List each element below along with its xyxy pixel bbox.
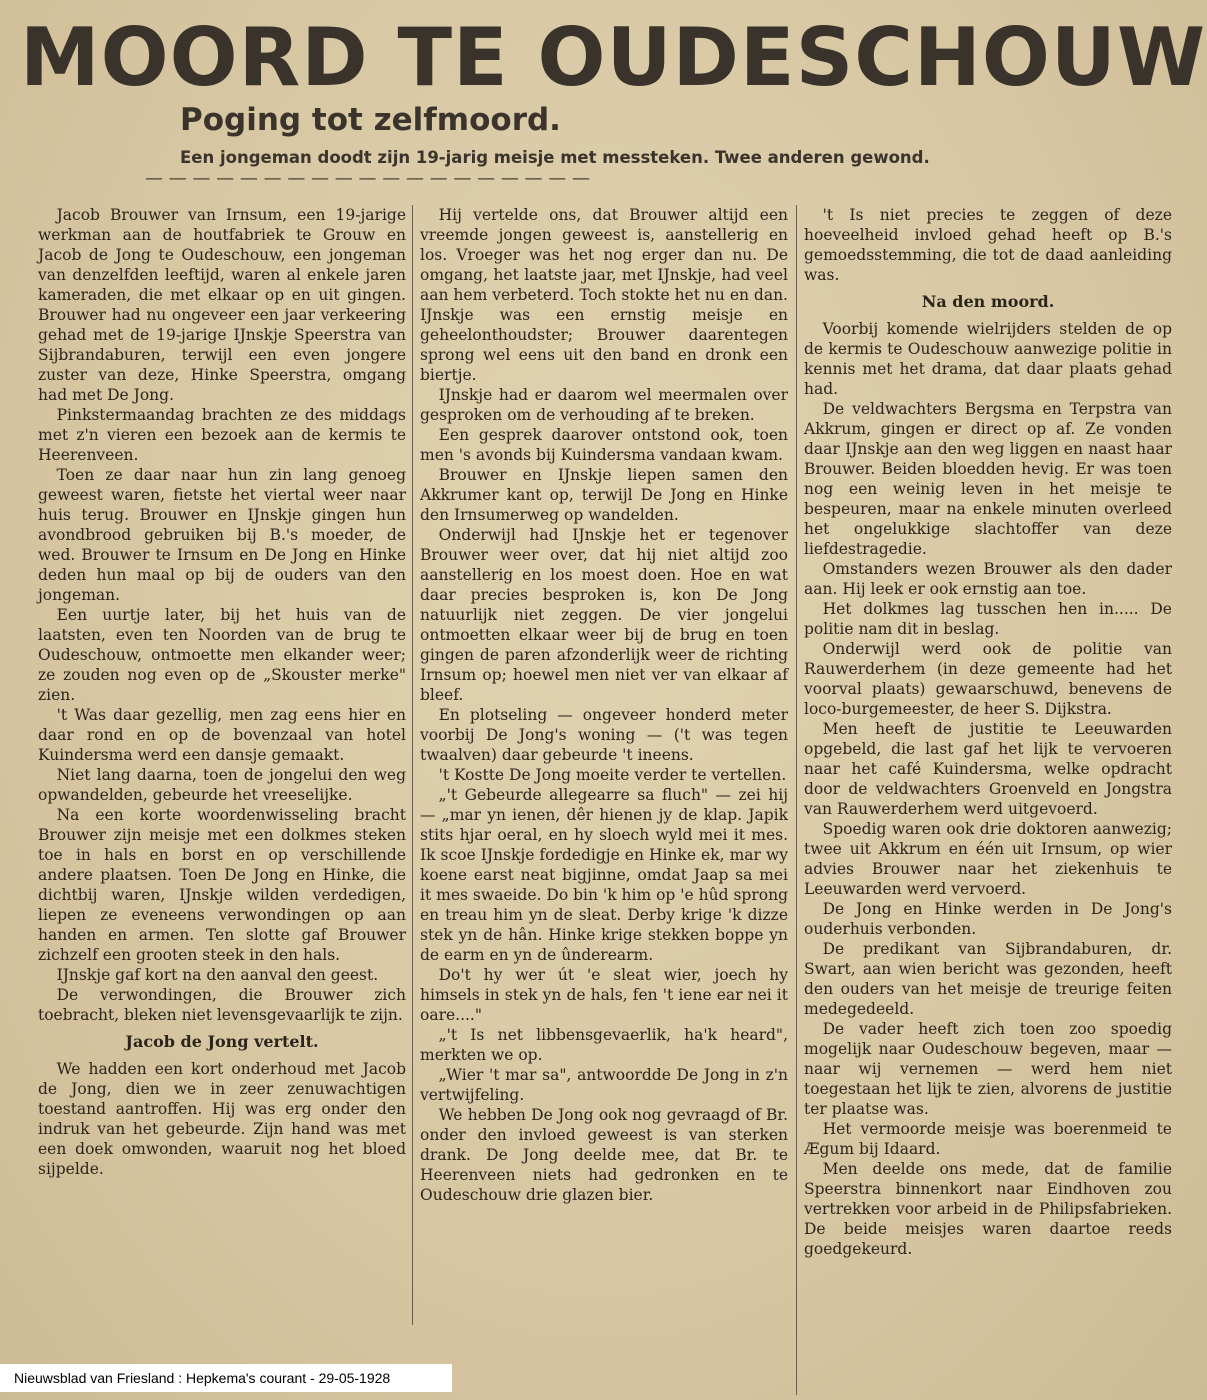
paragraph: We hebben De Jong ook nog gevraagd of Br. onder den invloed geweest is van sterken drank. De Jong deelde mee, dat Br. te Heerenveen niets had gedronken en te Oudeschouw drie glazen bier. (420, 1106, 788, 1204)
paragraph: Het dolkmes lag tusschen hen in..... De politie nam dit in beslag. (804, 600, 1172, 638)
paragraph: De Jong en Hinke werden in De Jong's ouderhuis verbonden. (804, 900, 1172, 938)
headline: MOORD TE OUDESCHOUW (20, 11, 1207, 104)
paragraph: Spoedig waren ook drie doktoren aanwezig; twee uit Akkrum en één uit Irnsum, op wier advies Brouwer naar het ziekenhuis te Leeuwarden werd vervoerd. (804, 820, 1172, 898)
paragraph: Een uurtje later, bij het huis van de laatsten, even ten Noorden van de brug te Oudeschouw, ontmoette men elkander weer; ze zouden nog even op de „Skouster merke" zien. (38, 606, 406, 704)
paragraph: En plotseling — ongeveer honderd meter voorbij De Jong's woning — ('t was tegen twaalven) daar gebeurde 't ineens. (420, 706, 788, 764)
column-3 (804, 205, 1172, 1259)
paragraph: Niet lang daarna, toen de jongelui den weg opwandelden, gebeurde het vreeselijke. (38, 766, 406, 804)
column-1 (38, 205, 406, 1179)
paragraph: Omstanders wezen Brouwer als den dader aan. Hij leek er ook ernstig aan toe. (804, 560, 1172, 598)
paragraph: De veldwachters Bergsma en Terpstra van Akkrum, gingen er direct op af. Ze vonden daar IJnskje aan den weg liggen en naast haar Brouwer. Beiden bloedden hevig. Er was toen nog een weinig leven in het meisje te bespeuren, maar na enkele minuten overleed het ongelukkige slachtoffer van deze liefdestragedie. (804, 400, 1172, 558)
section-heading: Jacob de Jong vertelt. (125, 1032, 319, 1051)
source-caption: Nieuwsblad van Friesland : Hepkema's courant - 29-05-1928 (0, 1364, 452, 1392)
column-2 (420, 205, 788, 1205)
paragraph: „'t Is net libbensgevaerlik, ha'k heard", merkten we op. (420, 1026, 788, 1064)
paragraph: Pinkstermaandag brachten ze des middags met z'n vieren een bezoek aan de kermis te Heerenveen. (38, 406, 406, 464)
paragraph: 't Kostte De Jong moeite verder te vertellen. (438, 766, 787, 784)
paragraph: IJnskje gaf kort na den aanval den geest. (56, 966, 379, 984)
paragraph: We hadden een kort onderhoud met Jacob de Jong, dien we in zeer zenuwachtigen toestand aantroffen. Hij was erg onder den indruk van het gebeurde. Zijn hand was met een doek omwonden, waaruit nog het bloed sijpelde. (38, 1060, 406, 1178)
paragraph: Onderwijl werd ook de politie van Rauwerderhem (in deze gemeente had het voorval plaats) gewaarschuwd, benevens de loco-burgemeester, de heer S. Dijkstra. (804, 640, 1172, 718)
paragraph: Voorbij komende wielrijders stelden de op de kermis te Oudeschouw aanwezige politie in kennis met het drama, dat daar plaats gehad had. (804, 320, 1172, 398)
paragraph: Na een korte woordenwisseling bracht Brouwer zijn meisje met een dolkmes steken toe in hals en borst en op verschillende andere plaatsen. Toen De Jong en Hinke, die dichtbij waren, IJnskje wilden verdedigen, liepen ze eveneens verwondingen op aan handen en armen. Ten slotte gaf Brouwer zichzelf een grooten steek in den hals. (38, 806, 406, 964)
paragraph: 't Was daar gezellig, men zag eens hier en daar rond en op de bovenzaal van hotel Kuindersma werd een dansje gemaakt. (38, 706, 406, 764)
paragraph: Men heeft de justitie te Leeuwarden opgebeld, die last gaf het lijk te vervoeren naar het café Kuindersma, welke opdracht door de veldwachters Groenveld en Jongstra van Rauwerderhem werd uitgevoerd. (804, 720, 1172, 818)
paragraph: „'t Gebeurde allegearre sa fluch" — zei hij — „mar yn ienen, dêr hienen jy de klap. Japik stits hjar oeral, en hy sloech wyld mei it mes. Ik scoe IJnskje fordedigje en Hinke ek, mar wy koene earst neat bigjinne, omdat Jaap sa mei it mes swaeide. Do bin 'k him op 'e hûd sprong en treau him yn de sleat. Derby krige 'k dizze stek yn de hân. Hinke krige stekken boppe yn de earm en yn de ûnderearm. (420, 786, 788, 964)
paragraph: Een gesprek daarover ontstond ook, toen men 's avonds bij Kuindersma vandaan kwam. (420, 426, 788, 464)
paragraph: Het vermoorde meisje was boerenmeid te Ægum bij Idaard. (804, 1120, 1172, 1158)
column-rule (412, 205, 413, 1325)
paragraph: De vader heeft zich toen zoo spoedig mogelijk naar Oudeschouw begeven, maar — naar wij vernemen — werd hem niet toegestaan het lijk te zien, alvorens de justitie ter plaatse was. (804, 1020, 1172, 1118)
paragraph: Toen ze daar naar hun zin lang genoeg geweest waren, fietste het viertal weer naar huis terug. Brouwer en IJnskje gingen hun avondbrood gebruiken bij B.'s moeder, de wed. Brouwer te Irnsum en De Jong en Hinke deden hun maal op bij de ouders van den jongeman. (38, 466, 406, 604)
paragraph: Do't hy wer út 'e sleat wier, joech hy himsels in stek yn de hals, fen 't iene ear nei it oare...." (420, 966, 788, 1024)
paragraph: Brouwer en IJnskje liepen samen den Akkrumer kant op, terwijl De Jong en Hinke den Irnsumerweg op wandelden. (420, 466, 788, 524)
paragraph: 't Is niet precies te zeggen of deze hoeveelheid invloed gehad heeft op B.'s gemoedsstemming, die tot de daad aanleiding was. (804, 206, 1172, 284)
paragraph: Jacob Brouwer van Irnsum, een 19-jarige werkman aan de houtfabriek te Grouw en Jacob de Jong te Oudeschouw, een jongeman van denzelfden leeftijd, waren al enkele jaren kameraden, die met elkaar op en uit gingen. Brouwer had nu ongeveer een jaar verkeering gehad met de 19-jarige IJnskje Speerstra van Sijbrandaburen, terwijl een even jongere zuster van deze, Hinke Speerstra, omgang had met De Jong. (38, 206, 406, 404)
paragraph: De verwondingen, die Brouwer zich toebracht, bleken niet levensgevaarlijk te zijn. (38, 986, 406, 1024)
subheadline: Poging tot zelfmoord. (180, 102, 561, 138)
dash-divider: — — — — — — — — — — — — — — — — — — — (145, 168, 590, 189)
deck-line: Een jongeman doodt zijn 19-jarig meisje met messteken. Twee anderen gewond. (180, 148, 930, 167)
section-heading: Na den moord. (921, 292, 1055, 311)
paragraph: Hij vertelde ons, dat Brouwer altijd een vreemde jongen geweest is, aanstellerig en los. Vroeger was het nog erger dan nu. De omgang, het laatste jaar, met IJnskje, had veel aan hem verbeterd. Toch stokte het nu en dan. IJnskje was een ernstig meisje en geheelonthoudster; Brouwer daarentegen sprong wel eens uit den band en dronk een biertje. (420, 206, 788, 384)
paragraph: IJnskje had er daarom wel meermalen over gesproken om de verhouding af te breken. (420, 386, 788, 424)
column-rule (796, 205, 797, 1395)
paragraph: De predikant van Sijbrandaburen, dr. Swart, aan wien bericht was gezonden, heeft den ouders van het meisje de treurige feiten medegedeeld. (804, 940, 1172, 1018)
paragraph: Onderwijl had IJnskje het er tegenover Brouwer weer over, dat hij niet altijd zoo aanstellerig en los moest doen. Hoe en wat daar precies besproken is, kon De Jong natuurlijk niet zeggen. De vier jongelui ontmoetten elkaar weer bij de brug en toen gingen de paren afzonderlijk weer de richting Irnsum op; hoewel men niet ver van elkaar af bleef. (420, 526, 788, 704)
paragraph: Men deelde ons mede, dat de familie Speerstra binnenkort naar Eindhoven zou vertrekken voor arbeid in de Philipsfabrieken. De beide meisjes waren daartoe reeds goedgekeurd. (804, 1160, 1172, 1258)
paragraph: „Wier 't mar sa", antwoordde De Jong in z'n vertwijfeling. (420, 1066, 788, 1104)
